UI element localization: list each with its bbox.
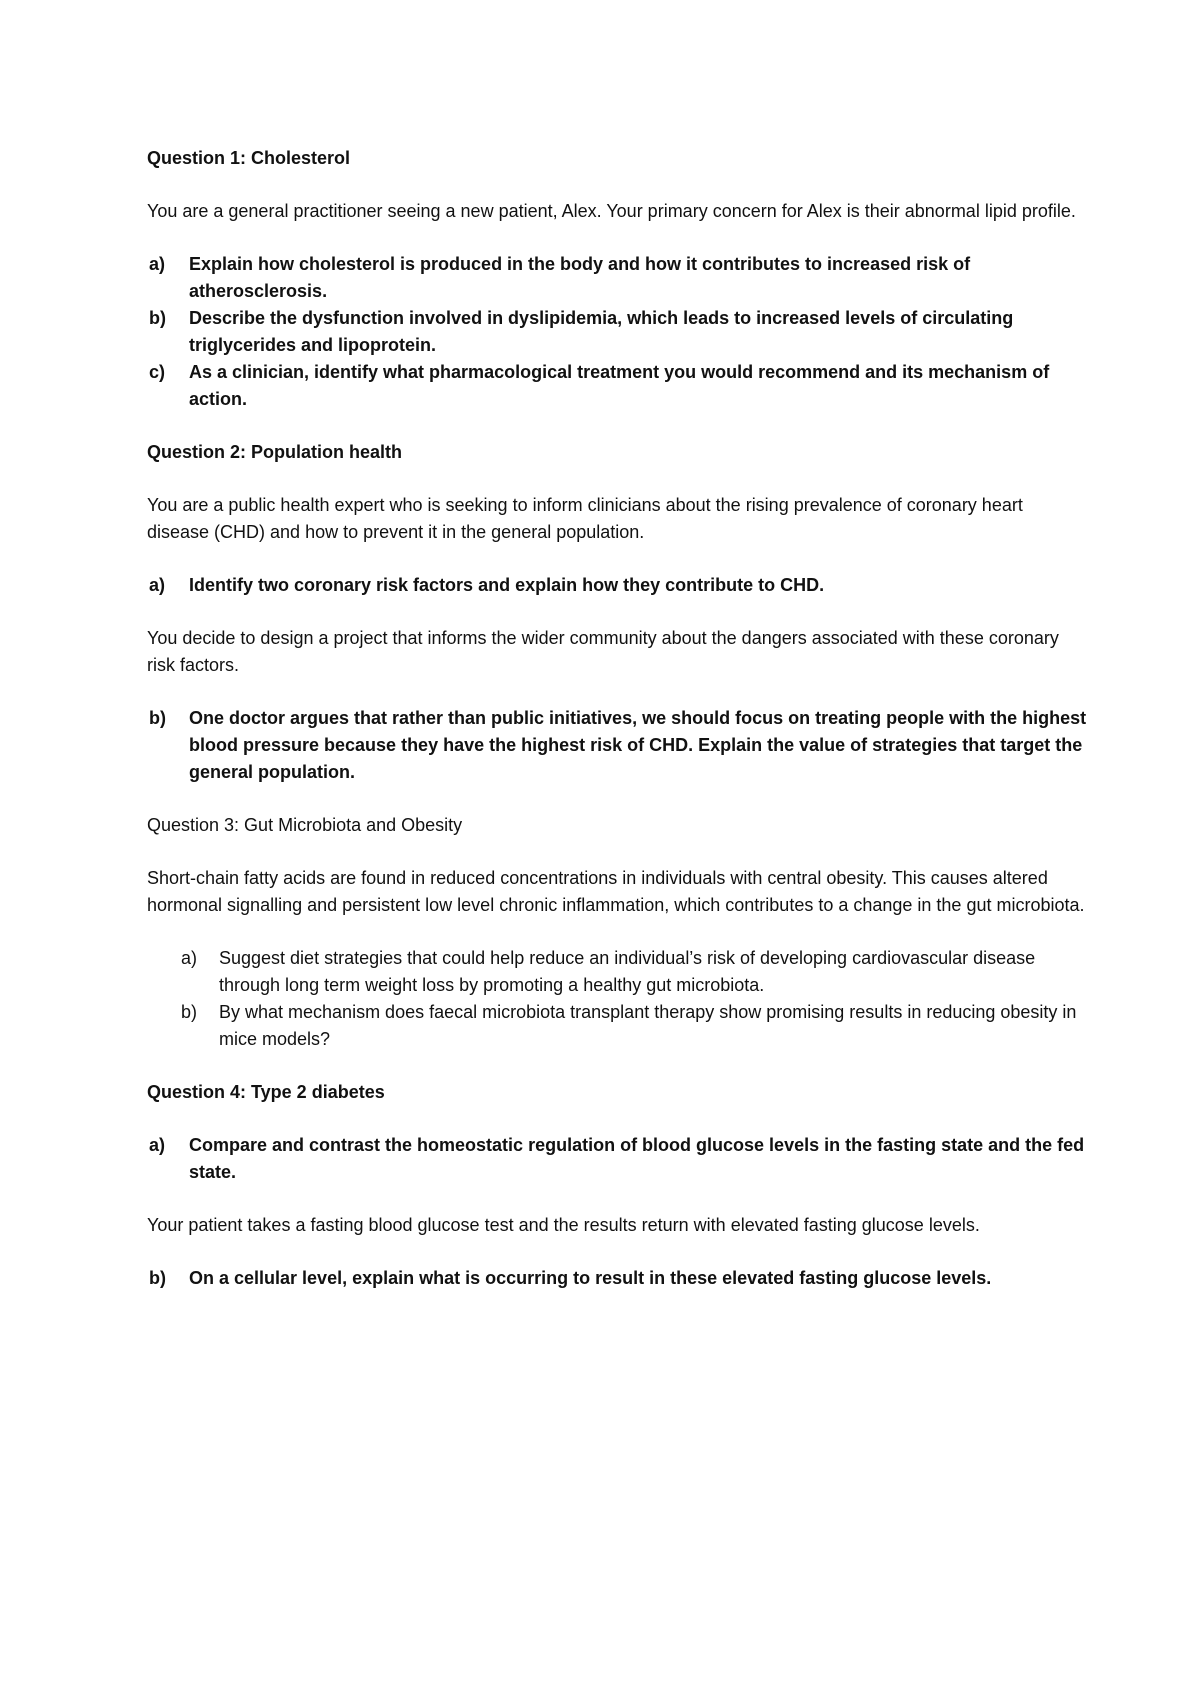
list-marker: b) (149, 1268, 166, 1288)
question-3-section (147, 812, 1087, 1053)
list-item-text: One doctor argues that rather than public initiatives, we should focus on treating people with the highest blood pressure because they have the highest risk of CHD. Explain the value of strategies that target the general population. (189, 708, 1087, 782)
list-marker: b) (149, 308, 166, 328)
list-item-text: Suggest diet strategies that could help reduce an individual’s risk of developing cardiovascular disease through long term weight loss by promoting a healthy gut microbiota. (219, 948, 1036, 995)
list-marker: a) (181, 948, 198, 968)
list-item (147, 251, 1087, 305)
list-marker: c) (149, 362, 166, 382)
list-item-text: By what mechanism does faecal microbiota transplant therapy show promising results in reducing obesity in mice models? (219, 1002, 1077, 1049)
question-1-list (147, 251, 1087, 413)
list-item-text: Describe the dysfunction involved in dyslipidemia, which leads to increased levels of circulating triglycerides and lipoprotein. (189, 308, 1014, 355)
list-item (147, 1265, 1087, 1292)
list-marker: b) (149, 708, 166, 728)
list-item-text: Explain how cholesterol is produced in the body and how it contributes to increased risk of atherosclerosis. (189, 254, 971, 301)
list-item (147, 305, 1087, 359)
list-marker: a) (149, 1135, 166, 1155)
question-2-list-a (147, 572, 1087, 599)
list-item-text: Identify two coronary risk factors and explain how they contribute to CHD. (189, 575, 825, 595)
list-item (147, 705, 1087, 786)
list-marker: b) (181, 1002, 198, 1022)
list-item (147, 999, 1087, 1053)
question-4-section (147, 1079, 1087, 1292)
list-item-text: As a clinician, identify what pharmacological treatment you would recommend and its mechanism of action. (189, 362, 1050, 409)
question-4-heading: Question 4: Type 2 diabetes (147, 1082, 385, 1102)
question-1-section (147, 145, 1087, 413)
list-item-text: Compare and contrast the homeostatic regulation of blood glucose levels in the fasting state and the fed state. (189, 1135, 1085, 1182)
list-item (147, 572, 1087, 599)
question-3-list (147, 945, 1087, 1053)
question-2-intro: You are a public health expert who is seeking to inform clinicians about the rising prevalence of coronary heart disease (CHD) and how to prevent it in the general population. (147, 495, 1023, 542)
question-3-heading: Question 3: Gut Microbiota and Obesity (147, 815, 463, 835)
document-page (147, 145, 1087, 1318)
question-2-section (147, 439, 1087, 786)
question-4-list-a (147, 1132, 1087, 1186)
question-2-list-b (147, 705, 1087, 786)
question-4-list-b (147, 1265, 1087, 1292)
list-item (147, 1132, 1087, 1186)
list-marker: a) (149, 254, 166, 274)
list-item-text: On a cellular level, explain what is occurring to result in these elevated fasting glucose levels. (189, 1268, 992, 1288)
question-1-heading: Question 1: Cholesterol (147, 148, 351, 168)
question-3-intro: Short-chain fatty acids are found in reduced concentrations in individuals with central obesity. This causes altered hormonal signalling and persistent low level chronic inflammation, which contributes to a change in the gut microbiota. (147, 868, 1085, 915)
list-item (147, 359, 1087, 413)
question-1-intro: You are a general practitioner seeing a new patient, Alex. Your primary concern for Alex is their abnormal lipid profile. (147, 201, 1076, 221)
list-item (147, 945, 1087, 999)
question-2-middle: You decide to design a project that informs the wider community about the dangers associated with these coronary risk factors. (147, 628, 1059, 675)
question-4-middle: Your patient takes a fasting blood glucose test and the results return with elevated fasting glucose levels. (147, 1215, 980, 1235)
list-marker: a) (149, 575, 166, 595)
question-2-heading: Question 2: Population health (147, 442, 403, 462)
